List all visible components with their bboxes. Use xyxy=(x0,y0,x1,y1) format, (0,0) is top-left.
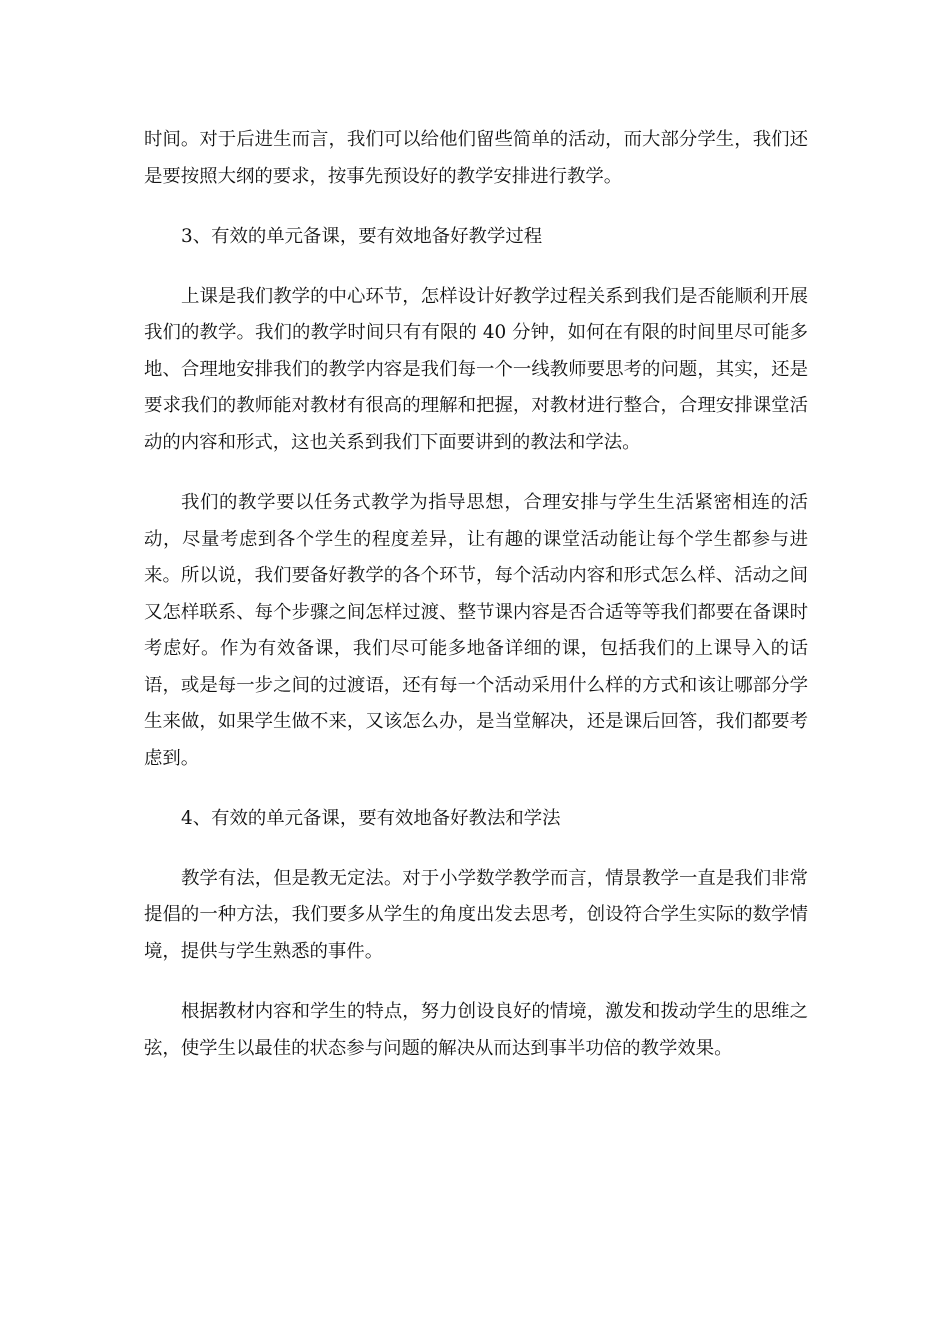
paragraph-teaching-process: 上课是我们教学的中心环节，怎样设计好教学过程关系到我们是否能顺利开展我们的教学。我们的教学时间只有有限的 40 分钟，如何在有限的时间里尽可能多地、合理地安排我们的教学内容是我们每一个一线教师要思考的问题，其实，还是要求我们的教师能对教材有很高的理解和把握，对教材进行整合，合理安排课堂活动的内容和形式，这也关系到我们下面要讲到的教法和学法。 xyxy=(144,285,808,453)
paragraph-teaching-methods: 教学有法，但是教无定法。对于小学数学教学而言，情景教学一直是我们非常提倡的一种方法，我们要多从学生的角度出发去思考，创设符合学生实际的数学情境，提供与学生熟悉的事件。 xyxy=(144,867,808,962)
section-heading-3: 3、有效的单元备课，要有效地备好教学过程 xyxy=(181,226,543,247)
paragraph-continuation: 时间。对于后进生而言，我们可以给他们留些简单的活动，而大部分学生，我们还是要按照大纲的要求，按事先预设好的教学安排进行教学。 xyxy=(144,129,808,187)
section-heading-4: 4、有效的单元备课，要有效地备好教法和学法 xyxy=(181,808,561,829)
paragraph-task-based-teaching: 我们的教学要以任务式教学为指导思想，合理安排与学生生活紧密相连的活动，尽量考虑到各个学生的程度差异，让有趣的课堂活动能让每个学生都参与进来。所以说，我们要备好教学的各个环节，每个活动内容和形式怎么样、活动之间又怎样联系、每个步骤之间怎样过渡、整节课内容是否合适等等我们都要在备课时考虑好。作为有效备课，我们尽可能多地备详细的课，包括我们的上课导入的话语，或是每一步之间的过渡语，还有每一个活动采用什么样的方式和该让哪部分学生来做，如果学生做不来，又该怎么办，是当堂解决，还是课后回答，我们都要考虑到。 xyxy=(144,492,808,769)
document-body xyxy=(144,122,808,1091)
paragraph-situation-creation: 根据教材内容和学生的特点，努力创设良好的情境，激发和拨动学生的思维之弦，使学生以最佳的状态参与问题的解决从而达到事半功倍的教学效果。 xyxy=(144,1001,808,1059)
